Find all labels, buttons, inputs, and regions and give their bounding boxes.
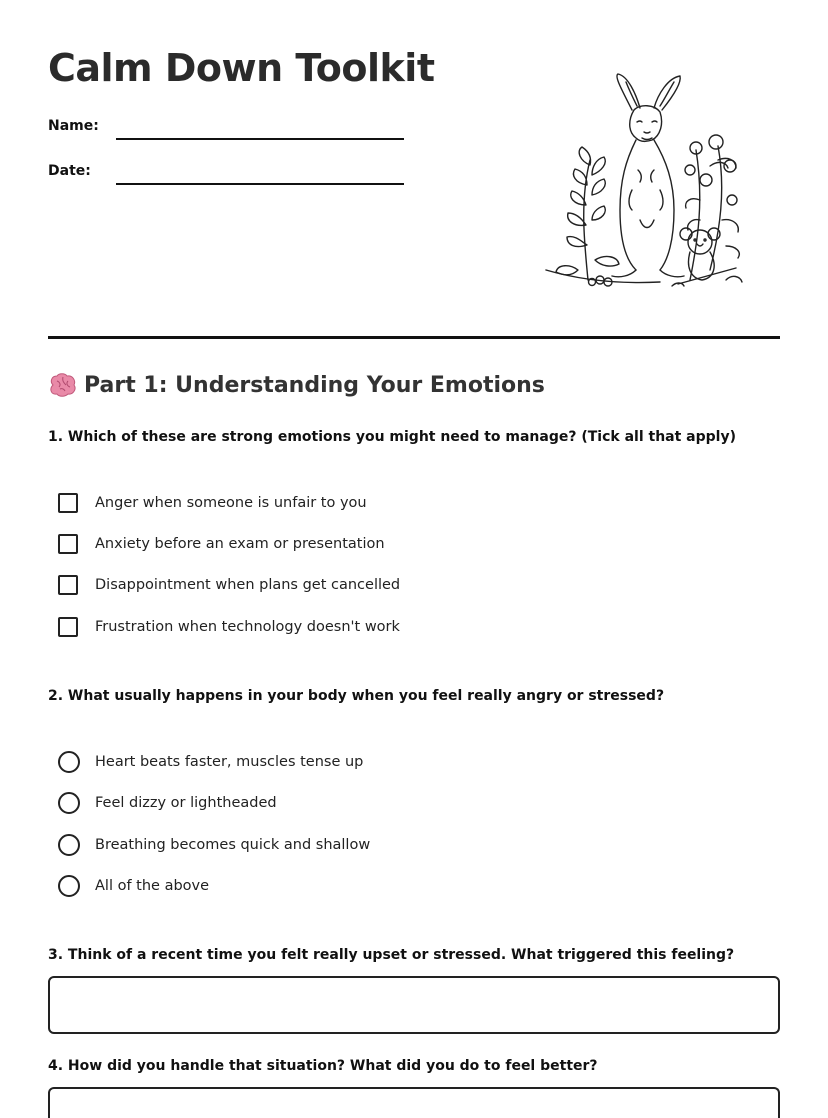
q3-answer-box[interactable] <box>48 976 780 1034</box>
question-2: 2. What usually happens in your body when you feel really angry or stressed? <box>48 688 665 704</box>
question-4: 4. How did you handle that situation? What did you do to feel better? <box>48 1058 598 1074</box>
section-divider <box>48 336 780 339</box>
q1-option[interactable] <box>58 532 385 556</box>
checkbox[interactable] <box>58 617 78 637</box>
q2-option-label: All of the above <box>95 878 210 894</box>
q2-option-label: Heart beats faster, muscles tense up <box>95 754 364 770</box>
checkbox[interactable] <box>58 575 78 595</box>
name-field[interactable] <box>116 138 404 140</box>
q2-option-label: Feel dizzy or lightheaded <box>95 795 277 811</box>
part1-title: Part 1: Understanding Your Emotions <box>84 372 545 398</box>
q1-option-label: Disappointment when plans get cancelled <box>95 577 401 593</box>
kangaroo-koala-illustration <box>540 70 750 300</box>
checkbox[interactable] <box>58 493 78 513</box>
date-field[interactable] <box>116 183 404 185</box>
worksheet-title: Calm Down Toolkit <box>48 46 435 90</box>
q4-answer-box[interactable] <box>48 1087 780 1118</box>
q1-option[interactable] <box>58 615 400 639</box>
checkbox[interactable] <box>58 534 78 554</box>
q1-option-label: Frustration when technology doesn't work <box>95 619 400 635</box>
q2-option[interactable] <box>58 750 363 774</box>
radio-button[interactable] <box>58 834 80 856</box>
q1-option[interactable] <box>58 573 400 597</box>
q1-option-label: Anger when someone is unfair to you <box>95 495 367 511</box>
question-1: 1. Which of these are strong emotions you might need to manage? (Tick all that apply) <box>48 429 736 445</box>
radio-button[interactable] <box>58 875 80 897</box>
q2-option-label: Breathing becomes quick and shallow <box>95 837 371 853</box>
q1-option-label: Anxiety before an exam or presentation <box>95 536 385 552</box>
q1-option[interactable] <box>58 491 367 515</box>
date-label: Date: <box>48 163 91 179</box>
part1-heading <box>48 372 545 398</box>
radio-button[interactable] <box>58 751 80 773</box>
name-label: Name: <box>48 118 99 134</box>
radio-button[interactable] <box>58 792 80 814</box>
brain-icon <box>48 372 78 398</box>
q2-option[interactable] <box>58 833 370 857</box>
question-3: 3. Think of a recent time you felt really upset or stressed. What triggered this feeling? <box>48 947 735 963</box>
q2-option[interactable] <box>58 791 277 815</box>
q2-option[interactable] <box>58 874 209 898</box>
